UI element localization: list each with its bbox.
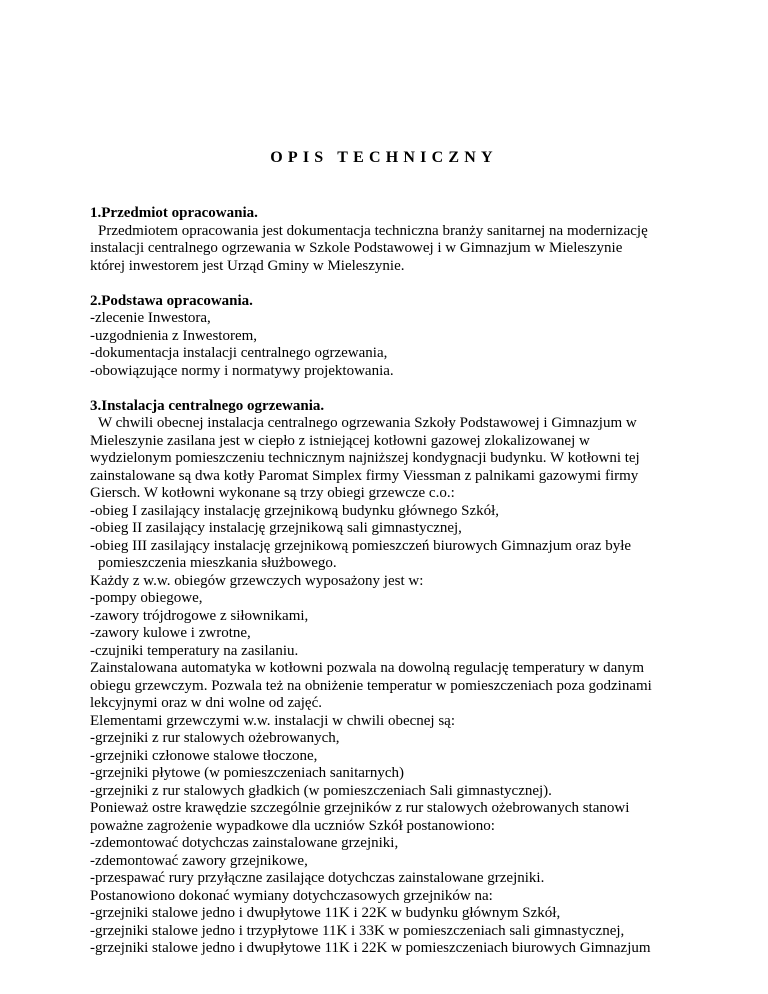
paragraph-line: której inwestorem jest Urząd Gminy w Mieleszynie. — [90, 257, 405, 274]
paragraph-line: -grzejniki członowe stalowe tłoczone, — [90, 747, 318, 764]
paragraph-line: Giersch. W kotłowni wykonane są trzy obiegi grzewcze c.o.: — [90, 485, 455, 501]
paragraph-line: -grzejniki z rur stalowych gładkich (w pomieszczeniach Sali gimnastycznej). — [90, 782, 552, 799]
paragraph-line: -zdemontować dotychczas zainstalowane grzejniki, — [90, 835, 399, 851]
paragraph-line: poważne zagrożenie wypadkowe dla uczniów Szkół postanowiono: — [90, 817, 495, 834]
paragraph-line: -obowiązujące normy i normatywy projektowania. — [90, 362, 394, 379]
paragraph-line: -grzejniki stalowe jedno i dwupłytowe 11K i 22K w budynku głównym Szkół, — [90, 905, 561, 921]
paragraph-line: -grzejniki stalowe jedno i dwupłytowe 11K i 22K w pomieszczeniach biurowych Gimnazjum — [90, 940, 651, 956]
paragraph-line: -obieg II zasilający instalację grzejnikową sali gimnastycznej, — [90, 520, 462, 536]
section-2 — [90, 293, 750, 381]
paragraph-line: Przedmiotem opracowania jest dokumentacja techniczna branży sanitarnej na modernizację — [98, 222, 648, 239]
paragraph-line: -grzejniki z rur stalowych ożebrowanych, — [90, 730, 340, 746]
paragraph-line: Ponieważ ostre krawędzie szczególnie grzejników z rur stalowych ożebrowanych stanowi — [90, 800, 630, 816]
paragraph-line: W chwili obecnej instalacja centralnego ogrzewania Szkoły Podstawowej i Gimnazjum w — [98, 415, 637, 431]
paragraph-line: -uzgodnienia z Inwestorem, — [90, 327, 258, 344]
paragraph-line: Elementami grzewczymi w.w. instalacji w chwili obecnej są: — [90, 712, 456, 729]
document-title: OPIS TECHNICZNY — [270, 149, 498, 166]
paragraph-line: -czujniki temperatury na zasilaniu. — [90, 642, 299, 659]
paragraph-line: -grzejniki stalowe jedno i trzypłytowe 11K i 33K w pomieszczeniach sali gimnastycznej, — [90, 922, 625, 939]
section-heading: 3.Instalacja centralnego ogrzewania. — [90, 397, 325, 414]
paragraph-line: -przespawać rury przyłączne zasilające dotychczas zainstalowane grzejniki. — [90, 870, 545, 886]
paragraph-line: -zlecenie Inwestora, — [90, 310, 211, 326]
paragraph-line: obiegu grzewczym. Pozwala też na obniżenie temperatur w pomieszczeniach poza godzinami — [90, 677, 652, 694]
paragraph-line: instalacji centralnego ogrzewania w Szkole Podstawowej i w Gimnazjum w Mieleszynie — [90, 240, 623, 256]
paragraph-line: lekcyjnymi oraz w dni wolne od zajęć. — [90, 695, 323, 711]
paragraph-line: -zawory trójdrogowe z siłownikami, — [90, 607, 309, 624]
paragraph-line: -zdemontować zawory grzejnikowe, — [90, 852, 308, 869]
section-3 — [90, 398, 750, 958]
paragraph-line: Postanowiono dokonać wymiany dotychczasowych grzejników na: — [90, 887, 493, 904]
section-1 — [90, 205, 750, 275]
document-body — [90, 205, 750, 958]
paragraph-line: -dokumentacja instalacji centralnego ogrzewania, — [90, 345, 388, 361]
section-heading: 1.Przedmiot opracowania. — [90, 205, 258, 221]
paragraph-line: zainstalowane są dwa kotły Paromat Simplex firmy Viessman z palnikami gazowymi firmy — [90, 467, 639, 484]
paragraph-line: -grzejniki płytowe (w pomieszczeniach sanitarnych) — [90, 765, 405, 781]
paragraph-line: Zainstalowana automatyka w kotłowni pozwala na dowolną regulację temperatury w danym — [90, 660, 644, 676]
paragraph-line: Mieleszynie zasilana jest w ciepło z istniejącej kotłowni gazowej zlokalizowanej w — [90, 432, 590, 449]
paragraph-line: -pompy obiegowe, — [90, 590, 203, 606]
paragraph-line: Każdy z w.w. obiegów grzewczych wyposażony jest w: — [90, 572, 424, 589]
paragraph-line: wydzielonym pomieszczeniu technicznym najniższej kondygnacji budynku. W kotłowni tej — [90, 450, 640, 466]
paragraph-line: -obieg I zasilający instalację grzejnikową budynku głównego Szkół, — [90, 502, 500, 519]
paragraph-line: pomieszczenia mieszkania służbowego. — [98, 555, 337, 571]
section-heading: 2.Podstawa opracowania. — [90, 292, 253, 309]
paragraph-line: -obieg III zasilający instalację grzejnikową pomieszczeń biurowych Gimnazjum oraz byłe — [90, 537, 632, 554]
paragraph-line: -zawory kulowe i zwrotne, — [90, 625, 251, 641]
